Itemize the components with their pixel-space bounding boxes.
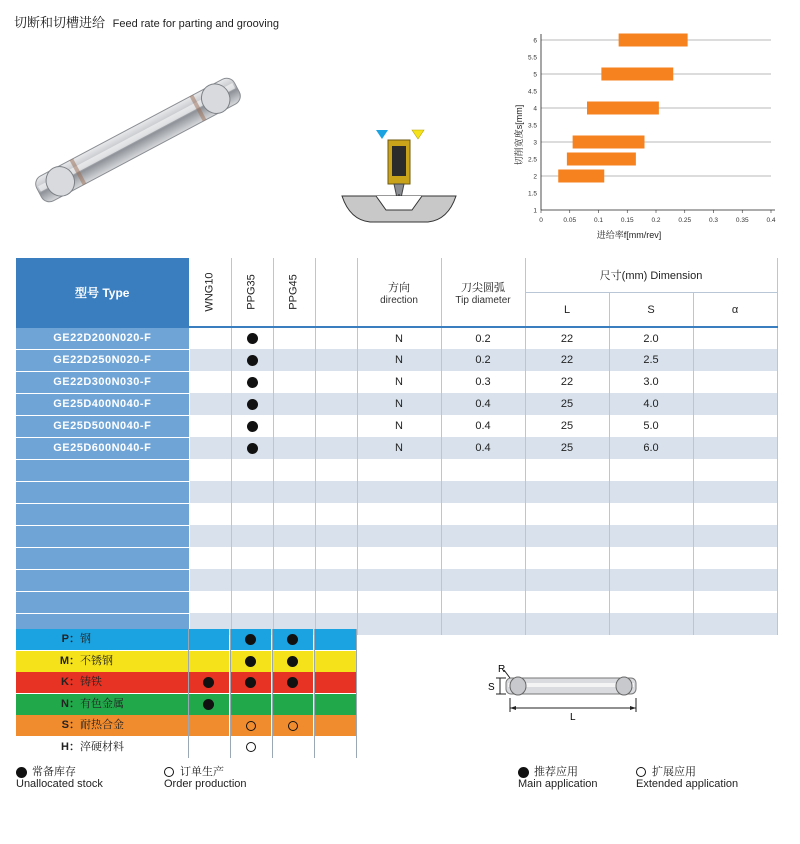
dim-s-header: S: [609, 293, 693, 328]
direction-cell: N: [357, 415, 441, 437]
y-tick-label: 2: [533, 173, 537, 181]
model-cell: [16, 591, 189, 613]
empty-cell: [357, 591, 441, 613]
empty-cell: [315, 569, 357, 591]
x-tick-label: 0.3: [708, 217, 719, 224]
empty-cell: [693, 459, 777, 481]
legend-ring-icon: [164, 767, 174, 777]
material-name: 淬硬材料: [80, 740, 124, 753]
stock-dot-icon: [247, 443, 258, 454]
empty-cell: [525, 547, 609, 569]
ppg35-cell: [231, 437, 273, 459]
empty-cell: [315, 503, 357, 525]
y-tick-label: 3.5: [527, 122, 537, 130]
model-cell: [16, 525, 189, 547]
tip-header-zh: 刀尖圆弧: [461, 281, 505, 294]
feed-range-bar: [567, 153, 636, 166]
material-grade-cell: [188, 672, 229, 693]
material-label: [16, 694, 188, 715]
material-row: [16, 715, 356, 736]
empty-cell: [693, 569, 777, 591]
dim-s-cell: 4.0: [609, 393, 693, 415]
empty-cell: [189, 569, 231, 591]
model-cell: [16, 481, 189, 503]
legend-stock: 常备库存 Unallocated stock: [16, 766, 103, 790]
material-grade-cell: [314, 629, 356, 650]
empty-cell: [189, 503, 231, 525]
material-name: 钢: [80, 633, 91, 645]
wng10-cell: [189, 437, 231, 459]
empty-cell: [441, 503, 525, 525]
model-cell: GE25D600N040-F: [16, 437, 189, 459]
drawing-label-r: R: [498, 664, 506, 675]
extended-application-ring-icon: [246, 721, 256, 731]
empty-cell: [357, 503, 441, 525]
dim-s-cell: 2.0: [609, 327, 693, 349]
ppg35-cell: [231, 371, 273, 393]
material-grade-cell: [314, 715, 356, 736]
table-row-empty: [16, 459, 777, 481]
empty-cell: [693, 591, 777, 613]
empty-cell: [693, 547, 777, 569]
material-label: [16, 737, 188, 758]
stock-dot-icon: [247, 421, 258, 432]
direction-header: [357, 258, 441, 327]
material-row: [16, 629, 356, 650]
wng10-cell: [189, 393, 231, 415]
dim-alpha-cell: [693, 327, 777, 349]
extended-application-ring-icon: [246, 742, 256, 752]
material-label: [16, 651, 188, 672]
material-key: H：: [61, 740, 80, 753]
grade-empty-cell: [315, 437, 357, 459]
feed-rate-chart: [508, 30, 788, 248]
main-application-dot-icon: [245, 634, 256, 645]
grade-header-ppg35: PPG35: [231, 258, 273, 327]
empty-cell: [525, 525, 609, 547]
grade-header-wng10: WNG10: [189, 258, 231, 327]
direction-cell: N: [357, 371, 441, 393]
empty-cell: [189, 459, 231, 481]
drawing-label-s: S: [488, 682, 495, 693]
y-tick-label: 3: [533, 139, 537, 147]
wng10-cell: [189, 349, 231, 371]
empty-cell: [693, 503, 777, 525]
material-grid-line: [314, 629, 315, 758]
legend-main: 推荐应用 Main application: [518, 766, 598, 790]
empty-cell: [693, 613, 777, 635]
dim-alpha-cell: [693, 349, 777, 371]
empty-cell: [609, 547, 693, 569]
feed-range-bar: [587, 102, 659, 115]
table-row-empty: [16, 525, 777, 547]
x-axis-label: 进给率f[mm/rev]: [596, 230, 662, 240]
material-row: [16, 737, 356, 758]
dim-l-header: L: [525, 293, 609, 328]
empty-cell: [273, 591, 315, 613]
ppg45-cell: [273, 393, 315, 415]
empty-cell: [189, 525, 231, 547]
material-grade-cell: [230, 651, 271, 672]
product-table: [16, 258, 778, 636]
empty-cell: [525, 503, 609, 525]
dim-s-cell: 2.5: [609, 349, 693, 371]
empty-cell: [273, 547, 315, 569]
x-tick-label: 0.35: [735, 217, 749, 224]
dim-alpha-cell: [693, 437, 777, 459]
model-cell: GE22D250N020-F: [16, 349, 189, 371]
empty-cell: [315, 525, 357, 547]
empty-cell: [273, 481, 315, 503]
grade-empty-cell: [315, 371, 357, 393]
material-grade-cell: [230, 737, 271, 758]
material-name: 耐热合金: [80, 719, 124, 731]
x-tick-label: 0.15: [620, 217, 634, 224]
material-grade-cell: [188, 629, 229, 650]
material-grid-line: [272, 629, 273, 758]
grade-empty-cell: [315, 327, 357, 349]
empty-cell: [273, 459, 315, 481]
material-grade-cell: [188, 737, 229, 758]
material-grade-cell: [314, 737, 356, 758]
empty-cell: [315, 547, 357, 569]
empty-cell: [357, 613, 441, 635]
drawing-label-l: L: [570, 712, 576, 723]
empty-cell: [315, 591, 357, 613]
empty-cell: [231, 547, 273, 569]
main-application-dot-icon: [287, 656, 298, 667]
material-key: N：: [61, 697, 80, 710]
table-row: [16, 327, 777, 349]
material-grade-cell: [314, 694, 356, 715]
empty-cell: [231, 459, 273, 481]
material-grade-cell: [230, 694, 271, 715]
stock-dot-icon: [247, 333, 258, 344]
material-key: M：: [59, 654, 80, 667]
wng10-cell: [189, 327, 231, 349]
feed-range-bar: [573, 136, 645, 149]
type-header: 型号 Type: [16, 258, 189, 327]
empty-cell: [609, 481, 693, 503]
feed-marker-blue: [376, 130, 388, 139]
x-tick-label: 0.2: [651, 217, 661, 224]
empty-cell: [357, 481, 441, 503]
ppg45-cell: [273, 415, 315, 437]
empty-cell: [609, 525, 693, 547]
dim-l-cell: 22: [525, 371, 609, 393]
dim-s-cell: 6.0: [609, 437, 693, 459]
empty-cell: [315, 459, 357, 481]
table-row: [16, 393, 777, 415]
empty-cell: [441, 547, 525, 569]
dim-l-cell: 25: [525, 415, 609, 437]
main-application-dot-icon: [245, 656, 256, 667]
feed-range-bar: [601, 68, 673, 81]
table-row: [16, 415, 777, 437]
direction-header-en: direction: [380, 294, 418, 306]
empty-cell: [609, 613, 693, 635]
empty-cell: [441, 525, 525, 547]
empty-cell: [189, 481, 231, 503]
wng10-cell: [189, 415, 231, 437]
empty-cell: [441, 591, 525, 613]
main-application-dot-icon: [245, 677, 256, 688]
insert-photo: [18, 60, 258, 220]
direction-cell: N: [357, 437, 441, 459]
empty-cell: [525, 613, 609, 635]
empty-cell: [609, 459, 693, 481]
material-grade-cell: [188, 651, 229, 672]
x-tick-label: 0.05: [563, 217, 577, 224]
dim-alpha-cell: [693, 371, 777, 393]
material-grade-cell: [230, 672, 271, 693]
tip-cell: 0.3: [441, 371, 525, 393]
empty-cell: [315, 481, 357, 503]
empty-cell: [693, 481, 777, 503]
tip-cell: 0.4: [441, 437, 525, 459]
ppg45-cell: [273, 437, 315, 459]
tip-cell: 0.2: [441, 327, 525, 349]
direction-cell: N: [357, 327, 441, 349]
main-application-dot-icon: [203, 677, 214, 688]
direction-cell: N: [357, 349, 441, 371]
dim-l-cell: 22: [525, 349, 609, 371]
y-tick-label: 5.5: [527, 54, 537, 62]
ppg35-cell: [231, 415, 273, 437]
model-cell: GE25D400N040-F: [16, 393, 189, 415]
feed-marker-yellow: [412, 130, 424, 139]
main-application-dot-icon: [287, 634, 298, 645]
material-grade-cell: [272, 715, 313, 736]
main-application-dot-icon: [287, 677, 298, 688]
y-tick-label: 1.5: [527, 190, 537, 198]
material-name: 有色金属: [80, 697, 124, 710]
dim-s-cell: 3.0: [609, 371, 693, 393]
y-tick-label: 2.5: [527, 156, 537, 164]
table-row-empty: [16, 591, 777, 613]
material-grade-cell: [314, 672, 356, 693]
y-axis-label: 切削宽度s[mm]: [514, 104, 524, 166]
empty-cell: [231, 591, 273, 613]
ppg35-cell: [231, 349, 273, 371]
grade-header-ppg45: PPG45: [273, 258, 315, 327]
table-row-empty: [16, 503, 777, 525]
x-tick-label: 0.4: [766, 217, 776, 224]
direction-cell: N: [357, 393, 441, 415]
y-tick-label: 5: [533, 71, 537, 79]
legend-extended: 扩展应用 Extended application: [636, 766, 739, 790]
model-cell: GE22D200N020-F: [16, 327, 189, 349]
legend-order: 订单生产 Order production: [164, 766, 247, 790]
material-grade-cell: [272, 694, 313, 715]
table-row-empty: [16, 569, 777, 591]
empty-cell: [189, 591, 231, 613]
title-en: Feed rate for parting and grooving: [112, 18, 279, 30]
model-cell: GE25D500N040-F: [16, 415, 189, 437]
tip-cell: 0.2: [441, 349, 525, 371]
dim-s-cell: 5.0: [609, 415, 693, 437]
extended-application-ring-icon: [288, 721, 298, 731]
ppg45-cell: [273, 349, 315, 371]
feed-range-bar: [558, 170, 604, 183]
empty-cell: [441, 569, 525, 591]
material-row: [16, 672, 356, 693]
legend-ring-icon: [636, 767, 646, 777]
insert-dimension-drawing: [486, 660, 656, 724]
table-row: [16, 371, 777, 393]
stock-dot-icon: [247, 355, 258, 366]
material-grade-cell: [272, 672, 313, 693]
empty-cell: [441, 481, 525, 503]
y-tick-label: 1: [533, 207, 537, 215]
ppg45-cell: [273, 327, 315, 349]
material-grade-cell: [230, 715, 271, 736]
y-tick-label: 6: [533, 37, 537, 45]
material-grade-cell: [272, 651, 313, 672]
model-cell: [16, 547, 189, 569]
grade-empty-cell: [315, 393, 357, 415]
material-grade-cell: [314, 651, 356, 672]
empty-cell: [189, 547, 231, 569]
x-tick-label: 0: [539, 217, 543, 224]
model-cell: [16, 569, 189, 591]
empty-cell: [273, 525, 315, 547]
empty-cell: [231, 569, 273, 591]
empty-cell: [525, 459, 609, 481]
model-cell: GE22D300N030-F: [16, 371, 189, 393]
material-grade-cell: [272, 629, 313, 650]
material-grade-cell: [188, 715, 229, 736]
ppg35-cell: [231, 393, 273, 415]
title-zh: 切断和切槽进给: [14, 15, 106, 30]
dim-alpha-header: α: [693, 293, 777, 328]
stock-dot-icon: [247, 377, 258, 388]
tip-header: [441, 258, 525, 327]
dim-l-cell: 25: [525, 437, 609, 459]
grade-empty-cell: [315, 415, 357, 437]
y-tick-label: 4.5: [527, 88, 537, 96]
feed-range-bar: [619, 34, 688, 47]
empty-cell: [525, 591, 609, 613]
x-tick-label: 0.25: [678, 217, 692, 224]
empty-cell: [231, 503, 273, 525]
material-key: P：: [61, 633, 80, 645]
dim-l-cell: 22: [525, 327, 609, 349]
empty-cell: [357, 547, 441, 569]
material-key: S：: [61, 719, 80, 731]
dimension-header: 尺寸(mm) Dimension: [525, 258, 777, 293]
table-row-empty: [16, 481, 777, 503]
material-row: [16, 694, 356, 715]
dim-alpha-cell: [693, 393, 777, 415]
main-application-dot-icon: [203, 699, 214, 710]
stock-dot-icon: [247, 399, 258, 410]
material-grade-cell: [272, 737, 313, 758]
material-label: [16, 629, 188, 650]
material-key: K：: [61, 676, 80, 688]
grooving-schematic: [336, 126, 466, 234]
material-grid-line: [188, 629, 189, 758]
empty-cell: [357, 459, 441, 481]
table-row: [16, 349, 777, 371]
model-cell: [16, 459, 189, 481]
material-name: 不锈钢: [80, 654, 113, 667]
wng10-cell: [189, 371, 231, 393]
dim-l-cell: 25: [525, 393, 609, 415]
material-name: 铸铁: [80, 676, 102, 688]
model-cell: [16, 503, 189, 525]
empty-cell: [357, 569, 441, 591]
legend-dot-icon: [16, 767, 27, 778]
empty-cell: [609, 569, 693, 591]
grade-header-empty: [315, 258, 357, 327]
tip-cell: 0.4: [441, 415, 525, 437]
empty-cell: [525, 481, 609, 503]
x-tick-label: 0.1: [593, 217, 604, 224]
empty-cell: [273, 569, 315, 591]
empty-cell: [609, 591, 693, 613]
grade-empty-cell: [315, 349, 357, 371]
material-grid-line: [230, 629, 231, 758]
empty-cell: [231, 525, 273, 547]
y-tick-label: 4: [533, 105, 537, 113]
empty-cell: [357, 525, 441, 547]
material-label: [16, 715, 188, 736]
tip-header-en: Tip diameter: [455, 294, 511, 306]
table-row: [16, 437, 777, 459]
empty-cell: [441, 613, 525, 635]
table-row-empty: [16, 547, 777, 569]
material-grid-line: [356, 629, 357, 758]
ppg35-cell: [231, 327, 273, 349]
empty-cell: [693, 525, 777, 547]
material-grade-cell: [188, 694, 229, 715]
material-grade-cell: [230, 629, 271, 650]
direction-header-zh: 方向: [388, 281, 410, 294]
empty-cell: [441, 459, 525, 481]
empty-cell: [609, 503, 693, 525]
tip-cell: 0.4: [441, 393, 525, 415]
legend-dot-icon: [518, 767, 529, 778]
empty-cell: [273, 503, 315, 525]
page-title: [14, 12, 279, 31]
empty-cell: [231, 481, 273, 503]
material-label: [16, 672, 188, 693]
material-row: [16, 651, 356, 672]
empty-cell: [525, 569, 609, 591]
ppg45-cell: [273, 371, 315, 393]
dim-alpha-cell: [693, 415, 777, 437]
